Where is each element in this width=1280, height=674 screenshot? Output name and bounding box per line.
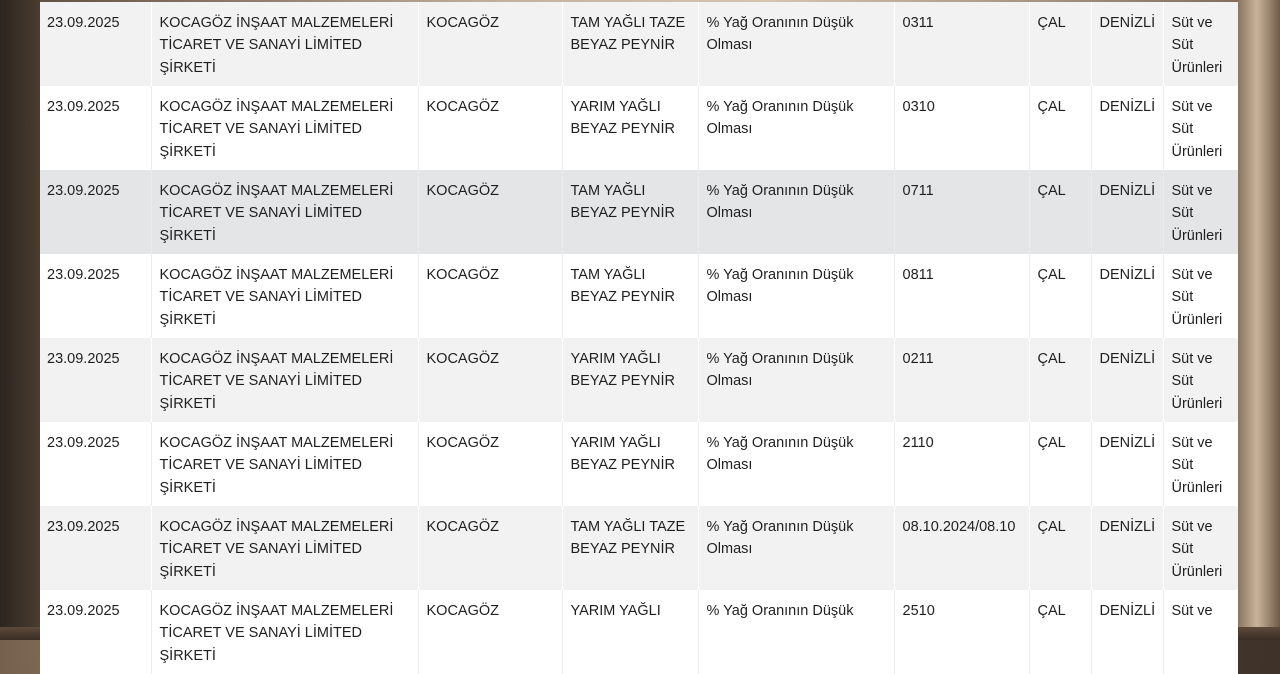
cell-company: KOCAGÖZ İNŞAAT MALZEMELERİ TİCARET VE SANAYİ LİMİTED ŞİRKETİ: [151, 86, 418, 170]
cell-date: 23.09.2025: [40, 254, 151, 338]
cell-product-group: Süt ve: [1163, 590, 1238, 674]
table-row[interactable]: [40, 2, 1238, 86]
cell-product: TAM YAĞLI BEYAZ PEYNİR: [562, 254, 698, 338]
cell-brand: KOCAGÖZ: [418, 506, 562, 590]
cell-product: TAM YAĞLI BEYAZ PEYNİR: [562, 170, 698, 254]
cell-date: 23.09.2025: [40, 422, 151, 506]
cell-province: DENİZLİ: [1091, 2, 1163, 86]
cell-date: 23.09.2025: [40, 2, 151, 86]
cell-province: DENİZLİ: [1091, 338, 1163, 422]
cell-brand: KOCAGÖZ: [418, 254, 562, 338]
cell-product-group: Süt ve Süt Ürünleri: [1163, 338, 1238, 422]
cell-issue: % Yağ Oranının Düşük Olması: [698, 86, 894, 170]
cell-company: KOCAGÖZ İNŞAAT MALZEMELERİ TİCARET VE SANAYİ LİMİTED ŞİRKETİ: [151, 506, 418, 590]
cell-product: YARIM YAĞLI BEYAZ PEYNİR: [562, 338, 698, 422]
cell-lot: 2510: [894, 590, 1029, 674]
recall-table: [40, 2, 1238, 674]
cell-issue: % Yağ Oranının Düşük Olması: [698, 422, 894, 506]
cell-brand: KOCAGÖZ: [418, 590, 562, 674]
cell-lot: 0310: [894, 86, 1029, 170]
cell-issue: % Yağ Oranının Düşük: [698, 590, 894, 674]
background-frame-left: [0, 0, 40, 640]
cell-district: ÇAL: [1029, 506, 1091, 590]
cell-date: 23.09.2025: [40, 590, 151, 674]
table-row[interactable]: [40, 590, 1238, 674]
cell-issue: % Yağ Oranının Düşük Olması: [698, 338, 894, 422]
cell-product-group: Süt ve Süt Ürünleri: [1163, 254, 1238, 338]
cell-company: KOCAGÖZ İNŞAAT MALZEMELERİ TİCARET VE SANAYİ LİMİTED ŞİRKETİ: [151, 254, 418, 338]
table-row[interactable]: [40, 86, 1238, 170]
cell-product: YARIM YAĞLI BEYAZ PEYNİR: [562, 422, 698, 506]
cell-district: ÇAL: [1029, 2, 1091, 86]
table-row[interactable]: [40, 254, 1238, 338]
table-row[interactable]: [40, 338, 1238, 422]
cell-brand: KOCAGÖZ: [418, 170, 562, 254]
cell-brand: KOCAGÖZ: [418, 86, 562, 170]
cell-brand: KOCAGÖZ: [418, 2, 562, 86]
cell-company: KOCAGÖZ İNŞAAT MALZEMELERİ TİCARET VE SANAYİ LİMİTED ŞİRKETİ: [151, 2, 418, 86]
cell-lot: 2110: [894, 422, 1029, 506]
cell-date: 23.09.2025: [40, 338, 151, 422]
cell-company: KOCAGÖZ İNŞAAT MALZEMELERİ TİCARET VE SANAYİ LİMİTED ŞİRKETİ: [151, 590, 418, 674]
cell-issue: % Yağ Oranının Düşük Olması: [698, 170, 894, 254]
cell-company: KOCAGÖZ İNŞAAT MALZEMELERİ TİCARET VE SANAYİ LİMİTED ŞİRKETİ: [151, 338, 418, 422]
cell-district: ÇAL: [1029, 338, 1091, 422]
table-row[interactable]: [40, 506, 1238, 590]
cell-date: 23.09.2025: [40, 170, 151, 254]
cell-district: ÇAL: [1029, 590, 1091, 674]
cell-brand: KOCAGÖZ: [418, 338, 562, 422]
cell-product-group: Süt ve Süt Ürünleri: [1163, 170, 1238, 254]
cell-province: DENİZLİ: [1091, 254, 1163, 338]
table-row[interactable]: [40, 170, 1238, 254]
cell-lot: 0711: [894, 170, 1029, 254]
cell-company: KOCAGÖZ İNŞAAT MALZEMELERİ TİCARET VE SANAYİ LİMİTED ŞİRKETİ: [151, 170, 418, 254]
cell-brand: KOCAGÖZ: [418, 422, 562, 506]
cell-product: YARIM YAĞLI BEYAZ PEYNİR: [562, 86, 698, 170]
cell-lot: 0311: [894, 2, 1029, 86]
cell-district: ÇAL: [1029, 254, 1091, 338]
cell-product-group: Süt ve Süt Ürünleri: [1163, 86, 1238, 170]
cell-product: TAM YAĞLI TAZE BEYAZ PEYNİR: [562, 2, 698, 86]
cell-province: DENİZLİ: [1091, 170, 1163, 254]
cell-lot: 0211: [894, 338, 1029, 422]
cell-province: DENİZLİ: [1091, 86, 1163, 170]
cell-province: DENİZLİ: [1091, 506, 1163, 590]
recall-table-body: [40, 2, 1238, 674]
cell-product: YARIM YAĞLI: [562, 590, 698, 674]
cell-date: 23.09.2025: [40, 86, 151, 170]
cell-product-group: Süt ve Süt Ürünleri: [1163, 2, 1238, 86]
cell-district: ÇAL: [1029, 170, 1091, 254]
cell-province: DENİZLİ: [1091, 590, 1163, 674]
cell-company: KOCAGÖZ İNŞAAT MALZEMELERİ TİCARET VE SANAYİ LİMİTED ŞİRKETİ: [151, 422, 418, 506]
cell-product-group: Süt ve Süt Ürünleri: [1163, 506, 1238, 590]
cell-lot: 08.10.2024/08.10: [894, 506, 1029, 590]
results-screen: [40, 14, 1238, 664]
cell-lot: 0811: [894, 254, 1029, 338]
cell-product-group: Süt ve Süt Ürünleri: [1163, 422, 1238, 506]
background-frame-right: [1238, 0, 1280, 640]
cell-issue: % Yağ Oranının Düşük Olması: [698, 506, 894, 590]
cell-issue: % Yağ Oranının Düşük Olması: [698, 254, 894, 338]
cell-issue: % Yağ Oranının Düşük Olması: [698, 2, 894, 86]
table-row[interactable]: [40, 422, 1238, 506]
cell-province: DENİZLİ: [1091, 422, 1163, 506]
cell-district: ÇAL: [1029, 86, 1091, 170]
cell-district: ÇAL: [1029, 422, 1091, 506]
cell-date: 23.09.2025: [40, 506, 151, 590]
cell-product: TAM YAĞLI TAZE BEYAZ PEYNİR: [562, 506, 698, 590]
